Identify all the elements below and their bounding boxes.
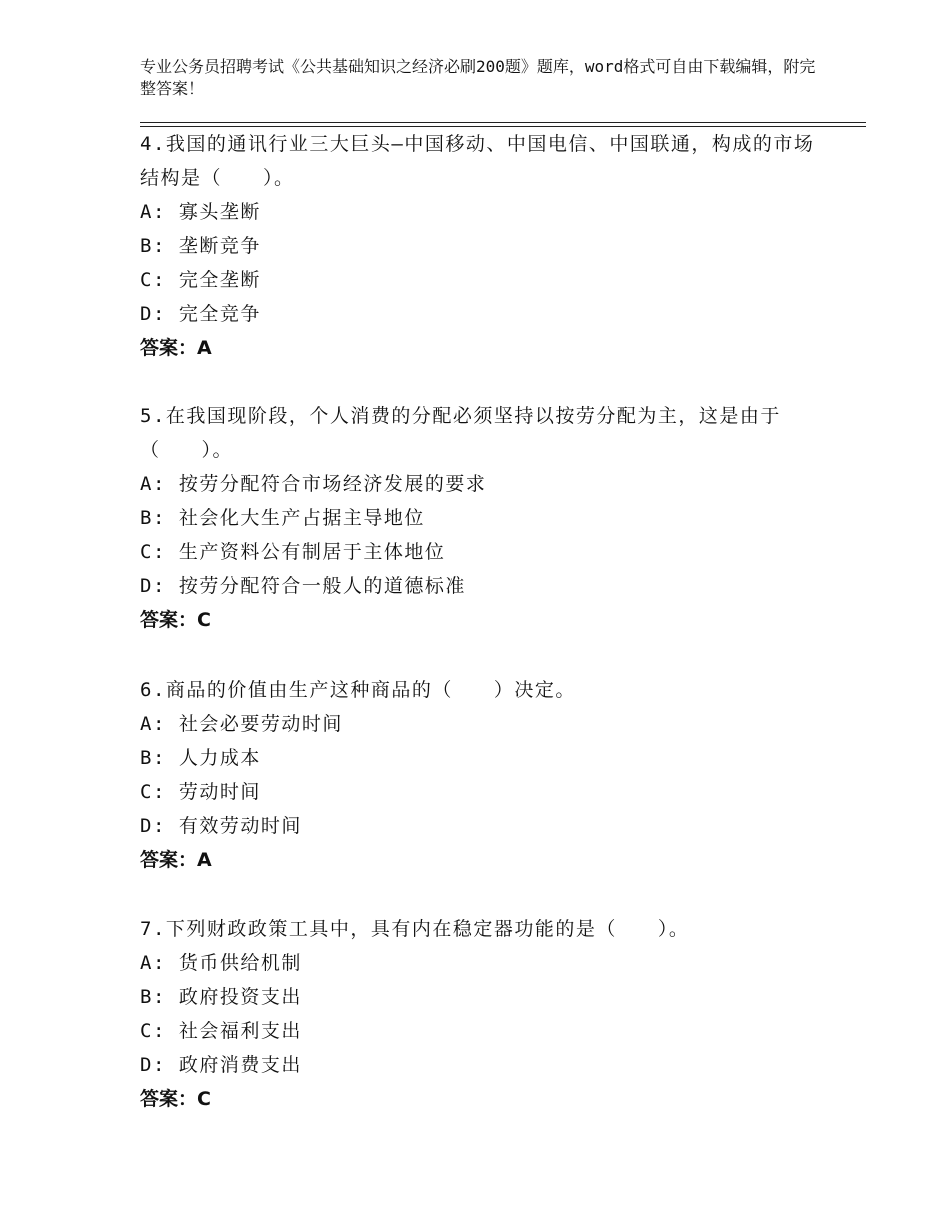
option-b: B: 垄断竞争: [140, 235, 261, 257]
answer-label: 答案：C: [140, 609, 211, 631]
option-b: B: 人力成本: [140, 747, 261, 769]
option-a: A: 社会必要劳动时间: [140, 713, 343, 735]
option-c: C: 社会福利支出: [140, 1020, 302, 1042]
question-stem: 5.在我国现阶段，个人消费的分配必须坚持以按劳分配为主，这是由于（ ）。: [140, 405, 781, 461]
question-stem: 7.下列财政政策工具中，具有内在稳定器功能的是（ ）。: [140, 918, 690, 940]
answer-label: 答案：C: [140, 1088, 211, 1110]
question-7: [140, 912, 820, 1116]
option-a: A: 按劳分配符合市场经济发展的要求: [140, 473, 487, 495]
document-header: 专业公务员招聘考试《公共基础知识之经济必刷200题》题库，word格式可自由下载编辑，附完整答案！: [140, 57, 816, 98]
option-b: B: 政府投资支出: [140, 986, 302, 1008]
option-c: C: 完全垄断: [140, 269, 261, 291]
option-a: A: 寡头垄断: [140, 201, 261, 223]
answer-label: 答案：A: [140, 337, 212, 359]
question-stem: 6.商品的价值由生产这种商品的（ ）决定。: [140, 679, 576, 701]
option-b: B: 社会化大生产占据主导地位: [140, 507, 425, 529]
header-rule-top: [140, 122, 866, 123]
option-d: D: 有效劳动时间: [140, 815, 302, 837]
option-d: D: 按劳分配符合一般人的道德标准: [140, 575, 466, 597]
option-d: D: 政府消费支出: [140, 1054, 302, 1076]
question-5: [140, 399, 820, 637]
option-c: C: 劳动时间: [140, 781, 261, 803]
option-a: A: 货币供给机制: [140, 952, 302, 974]
option-c: C: 生产资料公有制居于主体地位: [140, 541, 446, 563]
question-6: [140, 673, 820, 877]
question-stem: 4.我国的通讯行业三大巨头—中国移动、中国电信、中国联通，构成的市场结构是（ ）。: [140, 133, 815, 189]
option-d: D: 完全竞争: [140, 303, 261, 325]
question-4: [140, 127, 820, 365]
answer-label: 答案：A: [140, 849, 212, 871]
